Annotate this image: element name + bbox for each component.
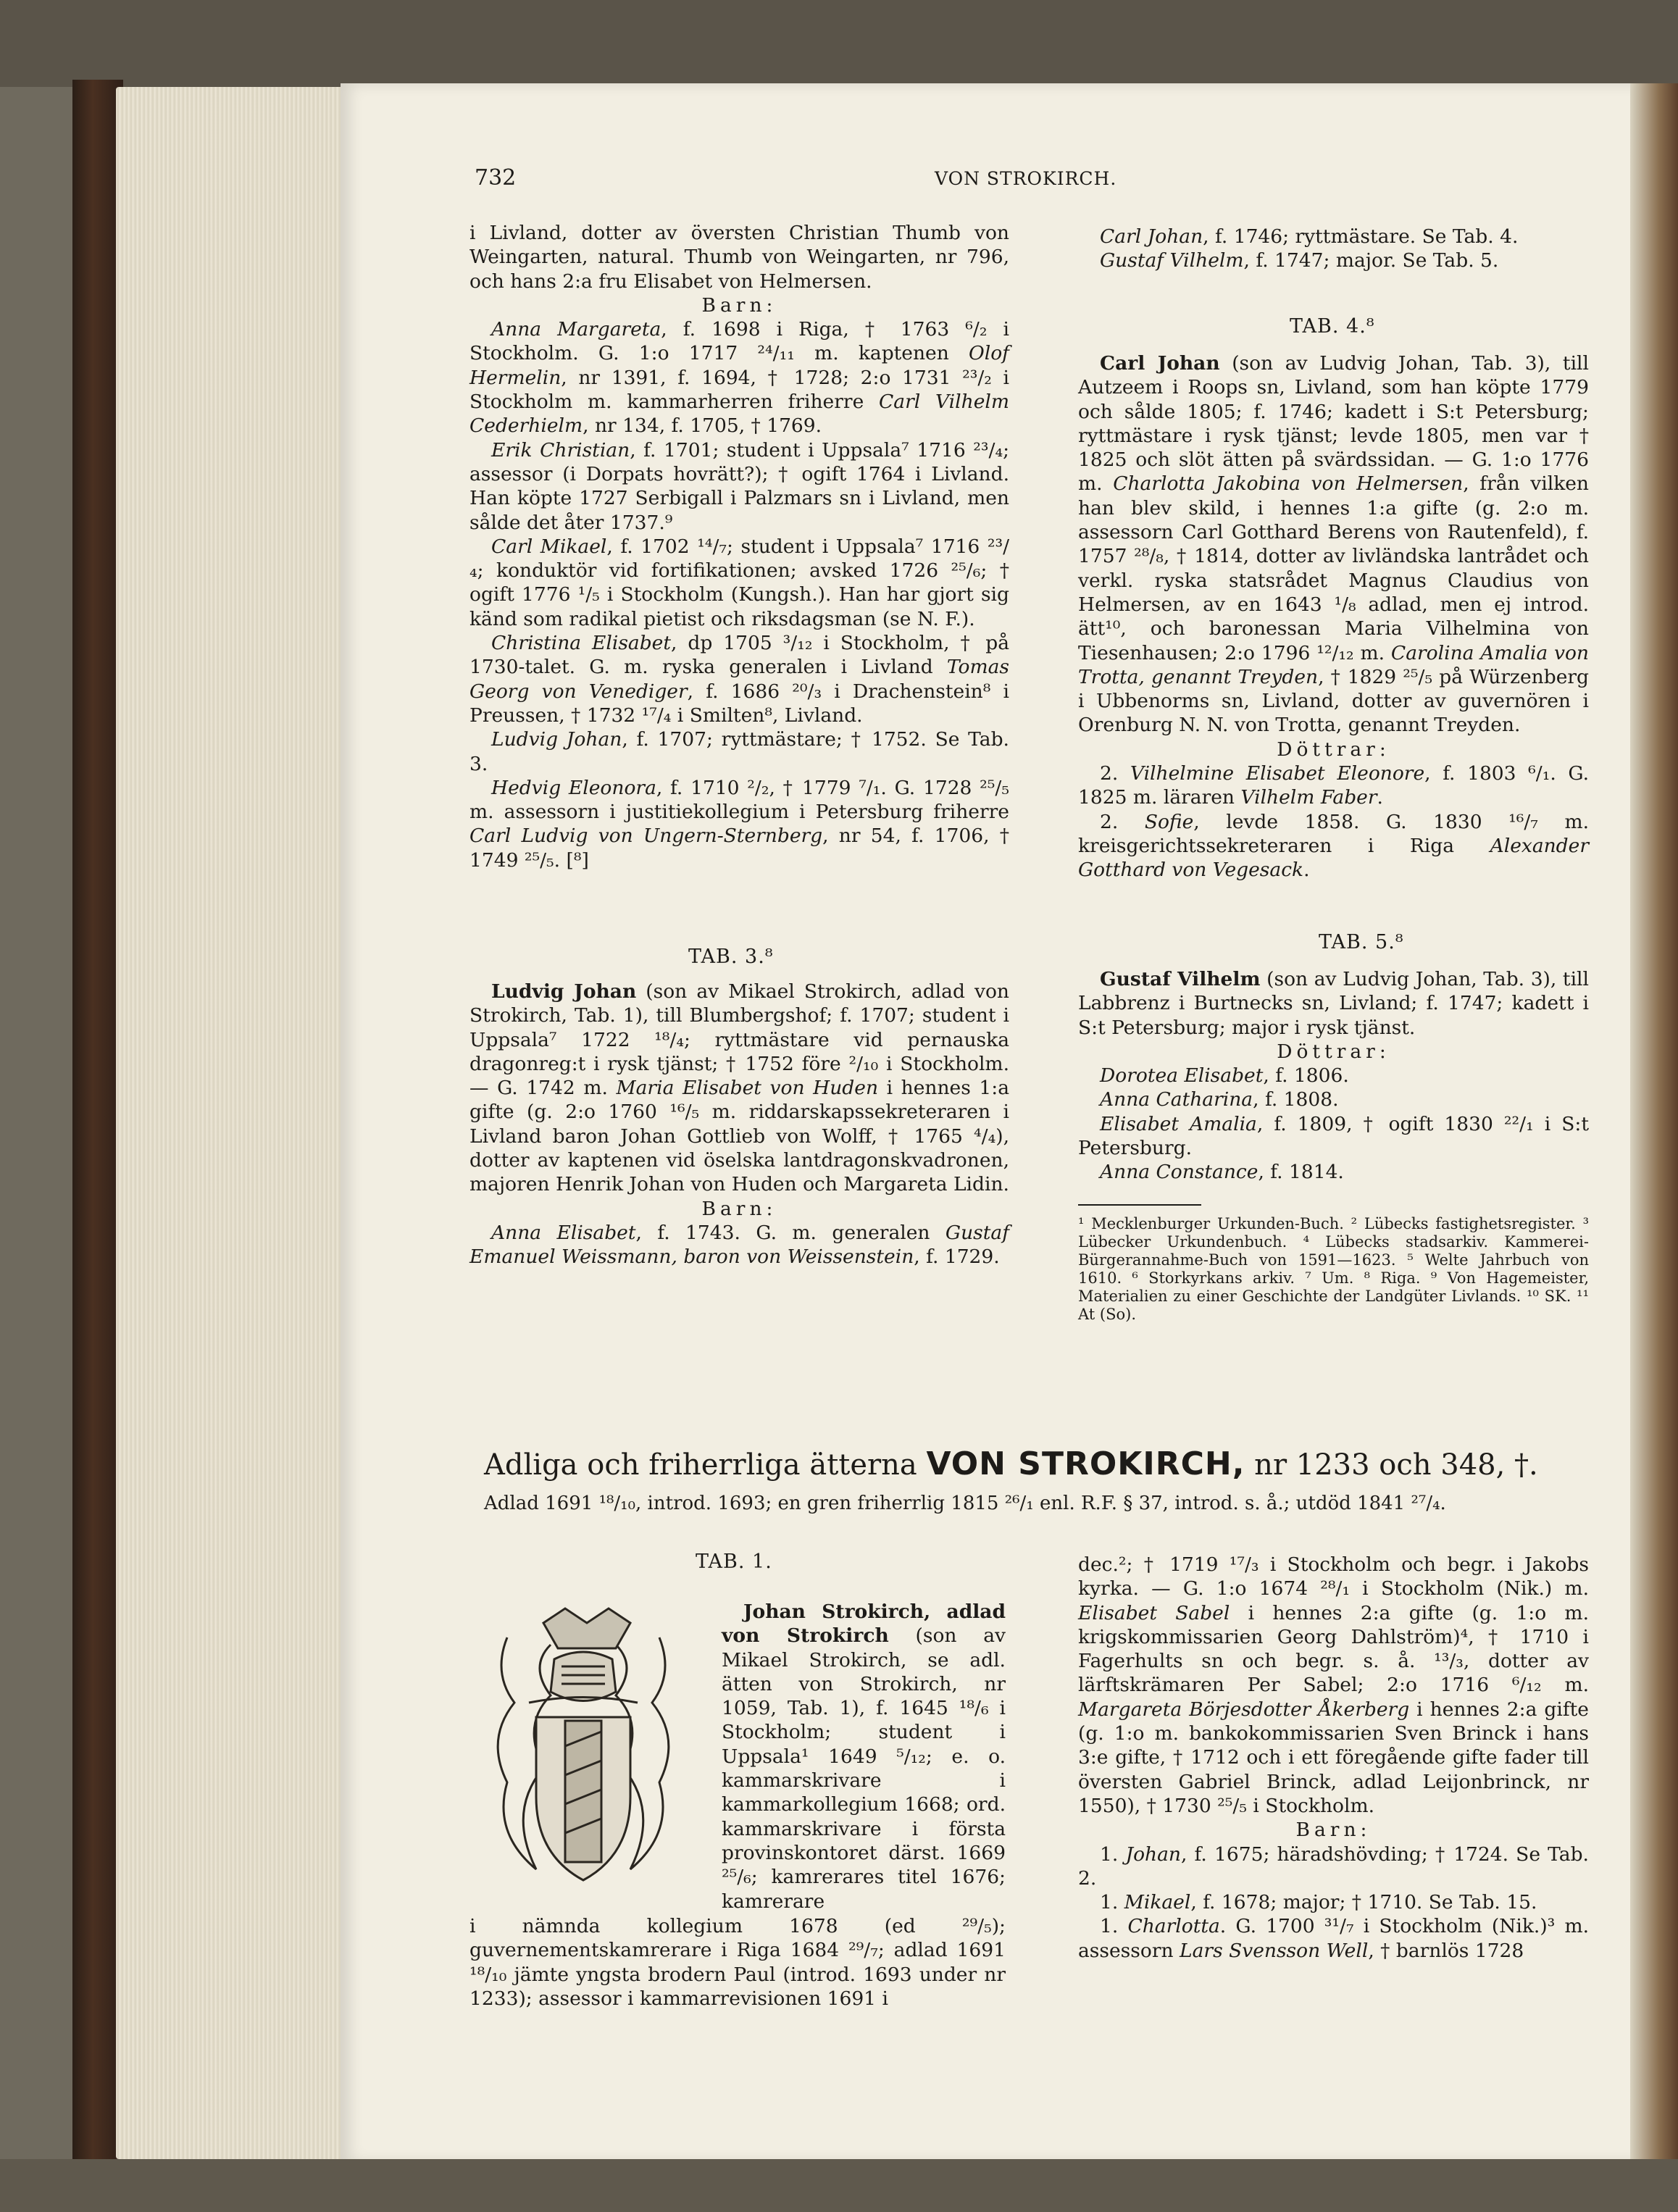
spouse-name: Carl Ludvig von Ungern-Sternberg (469, 825, 823, 848)
spouse-name: Alexander Gotthard von Vegesack (1078, 834, 1589, 882)
tab4-heading: TAB. 4.⁸ (1290, 315, 1375, 338)
tab4-entry: Carl Johan (son av Ludvig Johan, Tab. 3), till Autzeem i Roops sn, Livland, som han köpte 1779 och sålde 1805; f. 1746; kadett i S:t Petersburg; ryttmästare i rysk tjänst; levde 1805, men var † 1825 och slöt ätten på svärdssidan. — G. 1:o 1776 m. Charlotta Jakobina von Helmersen, från vilken han blev skild, i hennes 1:a gifte (g. 2:o m. assessorn Carl Gotthard Berens von Rautenfeld), f. 1757 ²⁸/₈, † 1814, dotter av livländska lantrådet och verkl. ryska statsrådet Magnus Claudius von Helmersen, av en 1643 ¹/₈ adlad, men ej introd. ätt¹⁰, och baronessan Maria Vilhelmina von Tiesenhausen; 2:o 1796 ¹²/₁₂ m. Carolina Amalia von Trotta, genannt Treyden, † 1829 ²⁵/₅ på Würzenberg i Ubbenorms sn, Livland, dotter av guvernören i Orenburg N. N. von Trotta, genannt Treyden. (1078, 352, 1590, 737)
person-name: Anna Elisabet (491, 1221, 636, 1244)
person-name: Ludvig Johan (491, 728, 622, 751)
person-name: Anna Margareta (491, 318, 661, 341)
spouse-name: Maria Elisabet von Huden (616, 1077, 879, 1100)
spouse-name: Tomas Georg von Venediger (469, 656, 1009, 703)
child-entry: Hedvig Eleonora, f. 1710 ²/₂, † 1779 ⁷/₁. G. 1728 ²⁵/₅ m. assessorn i justitiekollegium i Petersburg friherre Carl Ludvig von Ungern-Sternberg, nr 54, f. 1706, † 1749 ²⁵/₅. [⁸] (469, 776, 1009, 872)
tab4-block (1078, 351, 1589, 882)
coat-of-arms-icon (464, 1594, 703, 1898)
tab1-continuation: i nämnda kollegium 1678 (ed ²⁹/₅); guvernementskamrerare i Riga 1684 ²⁹/₇; adlad 1691 ¹⁸/₁₀ jämte yngsta brodern Paul (introd. 1693 under nr 1233); assessor i kammarrevisionen 1691 i (469, 1915, 1006, 2010)
person-name: Gustaf Vilhelm (1100, 968, 1261, 990)
book-cover-top (0, 0, 1678, 87)
spouse-name: Vilhelm Faber (1240, 786, 1377, 809)
tab1-entry: Johan Strokirch, adlad von Strokirch (son av Mikael Strokirch, se adl. ätten von Strokirch, nr 1059, Tab. 1), f. 1645 ¹⁸/₆ i Stockholm; student i Uppsala¹ 1649 ⁵/₁₂; e. o. kammarskrivare i kammarkollegium 1668; ord. kammarskrivare i första provinskontoret därst. 1669 ²⁵/₆; kamrerares titel 1676; kamrerare (722, 1600, 1006, 1913)
child-entry: Anna Elisabet, f. 1743. G. m. generalen Gustaf Emanuel Weissmann, baron von Weissenstein, f. 1729. (469, 1221, 1010, 1269)
child-entry: Anna Constance, f. 1814. (1100, 1161, 1344, 1184)
person-name: Carl Johan (1100, 225, 1203, 248)
person-name: Johan Strokirch, adlad von Strokirch (722, 1600, 1006, 1648)
child-entry: 1. Charlotta. G. 1700 ³¹/₇ i Stockholm (Nik.)³ m. assessorn Lars Svensson Well, † barnlös 1728 (1078, 1915, 1589, 1962)
dottrar-heading: Döttrar: (1277, 738, 1390, 761)
spouse-name: Charlotta Jakobina von Helmersen (1113, 472, 1464, 496)
spouse-name: Lars Svensson Well (1180, 1939, 1369, 1962)
page-number: 732 (475, 165, 517, 191)
child-entry: 1. Mikael, f. 1678; major; † 1710. Se Tab. 15. (1100, 1891, 1537, 1914)
person-name: Charlotta (1127, 1915, 1220, 1938)
tab5-block (1078, 967, 1589, 1185)
tab5-entry: Gustaf Vilhelm (son av Ludvig Johan, Tab. 3), till Labbrenz i Burtnecks sn, Livland; f. 1747; kadett i S:t Petersburg; major i rysk tjänst. (1078, 968, 1589, 1039)
child-entry: Carl Johan, f. 1746; ryttmästare. Se Tab. 4. (1100, 225, 1519, 248)
paragraph: dec.²; † 1719 ¹⁷/₃ i Stockholm och begr. i Jakobs kyrka. — G. 1:o 1674 ²⁸/₁ i Stockholm (Nik.) m. Elisabet Sabel i hennes 2:a gifte (g. 1:o m. krigskommissarien Georg Dahlström)⁴, † 1710 i Fagerhults sn och begr. s. å. ¹³/₃, dotter av lärftskrämaren Per Sabel; 2:o 1716 ⁶/₁₂ m. Margareta Börjesdotter Åkerberg i hennes 2:a gifte (g. 1:o m. bankokommissarien Sven Brinck i hans 3:e gifte, † 1712 och i ett föregående gifte fader till översten Gabriel Brinck, adlad Leijonbrinck, nr 1550), † 1730 ²⁵/₅ i Stockholm. (1078, 1553, 1589, 1817)
running-head: VON STROKIRCH. (935, 168, 1117, 189)
spouse-name: Carl Vilhelm Cederhielm (469, 391, 1009, 438)
tab1-heading: TAB. 1. (696, 1551, 772, 1573)
section-title: Adliga och friherrliga ätterna VON STROKIRCH, nr 1233 och 348, †. (484, 1445, 1538, 1482)
tab1-block (722, 1600, 1006, 1913)
person-name: Christina Elisabet (491, 632, 672, 655)
family-name: VON STROKIRCH, (926, 1445, 1245, 1482)
spouse-name: Elisabet Sabel (1078, 1601, 1230, 1624)
tab3-block (469, 980, 1009, 1269)
child-entry: Anna Catharina, f. 1808. (1100, 1088, 1339, 1111)
spouse-name: Olof Hermelin (469, 342, 1009, 389)
book-right-edge (1630, 83, 1678, 2163)
footnote-rule (1078, 1204, 1201, 1206)
person-name: Ludvig Johan (491, 980, 637, 1003)
person-name: Johan (1125, 1842, 1181, 1866)
spouse-name: Gustaf Emanuel Weissmann, baron von Weissenstein (469, 1221, 1010, 1269)
child-entry: Gustaf Vilhelm, f. 1747; major. Se Tab. 5. (1100, 249, 1499, 272)
child-entry: Elisabet Amalia, f. 1809, † ogift 1830 ²²/₁ i S:t Petersburg. (1078, 1112, 1589, 1160)
person-name: Elisabet Amalia (1100, 1112, 1257, 1135)
person-name: Gustaf Vilhelm (1100, 249, 1244, 272)
person-name: Carl Mikael (491, 535, 607, 558)
person-name: Sofie (1144, 810, 1194, 833)
child-entry: Anna Margareta, f. 1698 i Riga, † 1763 ⁶/₂ i Stockholm. G. 1:o 1717 ²⁴/₁₁ m. kaptenen Olof Hermelin, nr 1391, f. 1694, † 1728; 2:o 1731 ²³/₂ i Stockholm m. kammarherren friherre Carl Vilhelm Cederhielm, nr 134, f. 1705, † 1769. (469, 318, 1009, 438)
tab3-heading: TAB. 3.⁸ (688, 946, 774, 968)
spouse-name: Margareta Börjesdotter Åkerberg (1078, 1698, 1410, 1721)
person-name: Erik Christian (491, 438, 630, 462)
child-entry: Ludvig Johan, f. 1707; ryttmästare; † 1752. Se Tab. 3. (469, 728, 1009, 775)
barn-heading: Barn: (701, 293, 777, 317)
section-subtitle: Adlad 1691 ¹⁸/₁₀, introd. 1693; en gren friherrlig 1815 ²⁶/₁ enl. R.F. § 37, introd. s. å.; utdöd 1841 ²⁷/₄. (484, 1493, 1446, 1514)
paragraph: i Livland, dotter av översten Christian Thumb von Weingarten, natural. Thumb von Weingarten, nr 796, och hans 2:a fru Elisabet von Helmersen. (469, 222, 1009, 293)
barn-heading: Barn: (701, 1197, 777, 1220)
person-name: Mikael (1124, 1891, 1191, 1914)
dottrar-heading: Döttrar: (1277, 1040, 1390, 1063)
spouse-name: Carolina Amalia von Trotta, genannt Treyden (1078, 641, 1589, 688)
footnotes: ¹ Mecklenburger Urkunden-Buch. ² Lübecks fastighetsregister. ³ Lübecker Urkundenbuch. ⁴ Lübecks stadsarkiv. Kammerei-Bürgerannahme-Buch von 1591—1623. ⁵ Welte Jahrbuch von 1610. ⁶ Storkyrkans arkiv. ⁷ Um. ⁸ Riga. ⁹ Von Hagemeister, Materialien zu einer Geschichte der Landgüter Livlands. ¹⁰ SK. ¹¹ At (So). (1078, 1215, 1589, 1323)
child-entry: Dorotea Elisabet, f. 1806. (1100, 1064, 1349, 1088)
book-bottom-edge (0, 2159, 1678, 2212)
person-name: Hedvig Eleonora (491, 776, 656, 799)
person-name: Carl Johan (1100, 352, 1220, 375)
barn-heading: Barn: (1295, 1819, 1372, 1842)
left-column (469, 221, 1009, 872)
person-name: Anna Catharina (1100, 1088, 1253, 1111)
child-entry: Carl Mikael, f. 1702 ¹⁴/₇; student i Uppsala⁷ 1716 ²³/₄; konduktör vid fortifikationen; avsked 1726 ²⁵/₆; † ogift 1776 ¹/₅ i Stockholm (Kungsh.). Han har gjort sig känd som radikal pietist och riksdagsman (se N. F.). (469, 535, 1009, 630)
person-name: Anna Constance (1100, 1161, 1258, 1184)
child-entry: 2. Vilhelmine Elisabet Eleonore, f. 1803 ⁶/₁. G. 1825 m. läraren Vilhelm Faber. (1078, 762, 1589, 809)
tab5-heading: TAB. 5.⁸ (1319, 931, 1404, 953)
right-column-top (1078, 225, 1589, 273)
child-entry: Erik Christian, f. 1701; student i Uppsala⁷ 1716 ²³/₄; assessor (i Dorpats hovrätt?); † ogift 1764 i Livland. Han köpte 1727 Serbigall i Palzmars sn i Livland, men sålde det åter 1737.⁹ (469, 438, 1010, 534)
tab1-right-column (1078, 1553, 1589, 1963)
tab3-entry: Ludvig Johan (son av Mikael Strokirch, adlad von Strokirch, Tab. 1), till Blumbergshof; f. 1707; student i Uppsala⁷ 1722 ¹⁸/₄; ryttmästare vid pernauska dragonreg:t i rysk tjänst; † 1752 före ²/₁₀ i Stockholm. — G. 1742 m. Maria Elisabet von Huden i hennes 1:a gifte (g. 2:o 1760 ¹⁶/₅ m. riddarskapssekreteraren i Livland baron Johan Gottlieb von Wolff, † 1765 ⁴/₄), dotter av kaptenen vid öselska lantdragonskvadronen, majoren Henrik Johan von Huden och Margareta Lidin. (469, 980, 1010, 1196)
child-entry: Christina Elisabet, dp 1705 ³/₁₂ i Stockholm, † på 1730-talet. G. m. ryska generalen i Livland Tomas Georg von Venediger, f. 1686 ²⁰/₃ i Drachenstein⁸ i Preussen, † 1732 ¹⁷/₄ i Smilten⁸, Livland. (469, 632, 1010, 727)
child-entry: 2. Sofie, levde 1858. G. 1830 ¹⁶/₇ m. kreisgerichtssekreteraren i Riga Alexander Gotthard von Vegesack. (1078, 810, 1589, 882)
person-name: Dorotea Elisabet (1100, 1064, 1264, 1088)
page-stack-edge (116, 87, 355, 2159)
child-entry: 1. Johan, f. 1675; häradshövding; † 1724. Se Tab. 2. (1078, 1842, 1589, 1890)
person-name: Vilhelmine Elisabet Eleonore (1130, 762, 1425, 785)
